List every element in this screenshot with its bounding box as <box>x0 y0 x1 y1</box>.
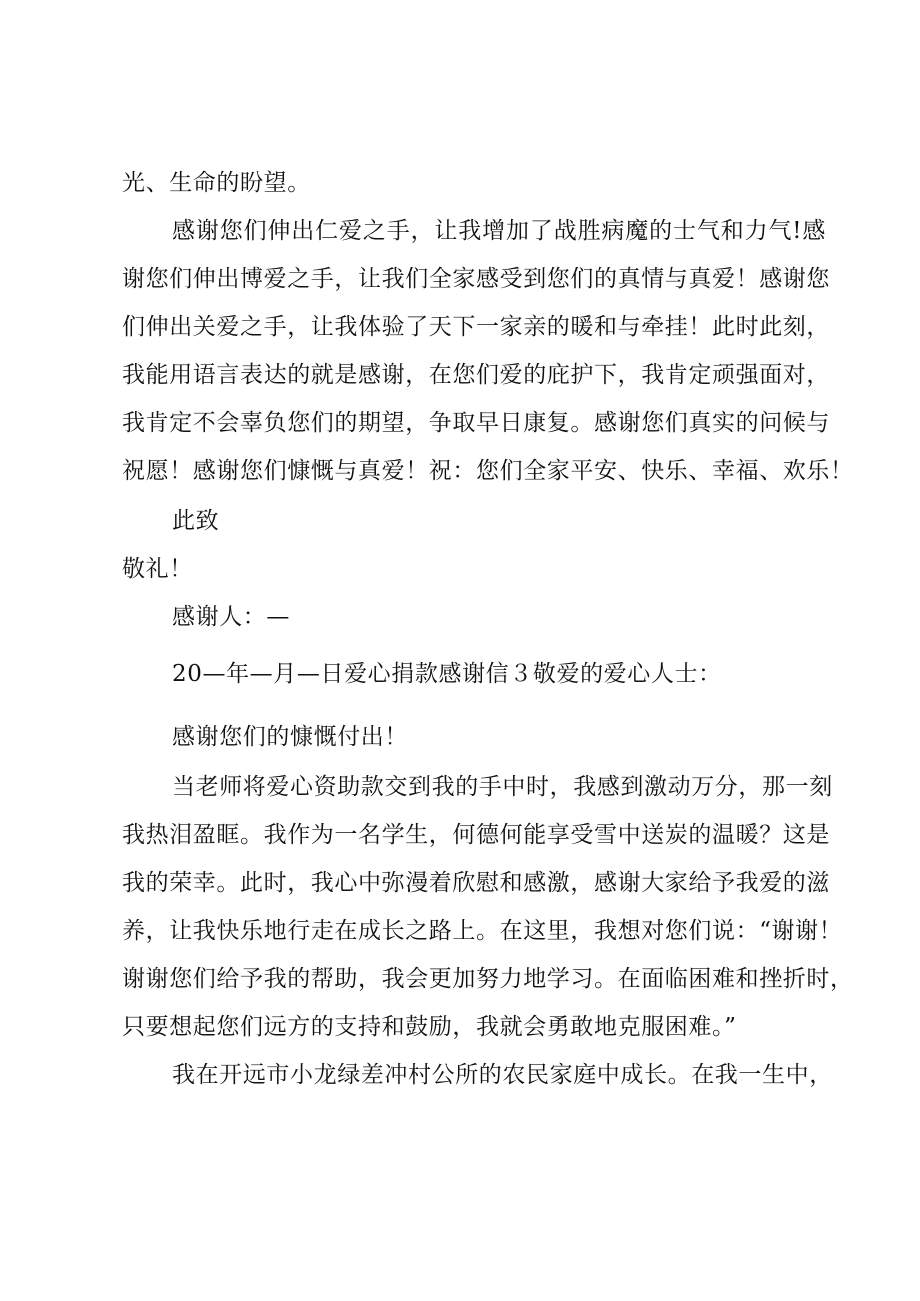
text-line-4: 们伸出关爱之手，让我体验了天下一家亲的暖和与牵挂！此时此刻， <box>122 314 830 340</box>
text-line-15: 我的荣幸。此时，我心中弥漫着欣慰和感激，感谢大家给予我爱的滋 <box>122 870 830 896</box>
text-line-18: 只要想起您们远方的支持和鼓励，我就会勇敢地克服困难。” <box>122 1014 737 1040</box>
text-line-7: 祝愿！感谢您们慷慨与真爱！祝：您们全家平安、快乐、幸福、欢乐！ <box>122 458 854 484</box>
text-line-6: 我肯定不会辜负您们的期望，争取早日康复。感谢您们真实的问候与 <box>122 410 830 436</box>
signature-line: 感谢人：— <box>172 604 290 630</box>
text-line-19: 我在开远市小龙绿差冲村公所的农民家庭中成长。在我一生中， <box>172 1062 833 1088</box>
text-line-1: 光、生命的盼望。 <box>122 170 311 196</box>
salutation: 敬礼！ <box>122 556 193 582</box>
text-line-13: 当老师将爱心资助款交到我的手中时，我感到激动万分，那一刻 <box>172 774 833 800</box>
text-line-17: 谢谢您们给予我的帮助，我会更加努力地学习。在面临困难和挫折时， <box>122 966 854 992</box>
text-line-16: 养，让我快乐地行走在成长之路上。在这里，我想对您们说：“谢谢！ <box>122 918 843 944</box>
text-line-2: 感谢您们伸出仁爱之手，让我增加了战胜病魔的士气和力气!感 <box>172 218 826 244</box>
closing-phrase: 此致 <box>172 508 220 534</box>
text-line-14: 我热泪盈眶。我作为一名学生，何德何能享受雪中送炭的温暖？这是 <box>122 822 830 848</box>
date-and-heading-line: 20—年—月—日爱心捐款感谢信３敬爱的爱心人士： <box>172 661 722 687</box>
text-line-5: 我能用语言表达的就是感谢，在您们爱的庇护下，我肯定顽强面对， <box>122 362 830 388</box>
text-line-3: 谢您们伸出博爱之手，让我们全家感受到您们的真情与真爱！感谢您 <box>122 266 830 292</box>
text-line-12: 感谢您们的慷慨付出！ <box>172 724 408 750</box>
